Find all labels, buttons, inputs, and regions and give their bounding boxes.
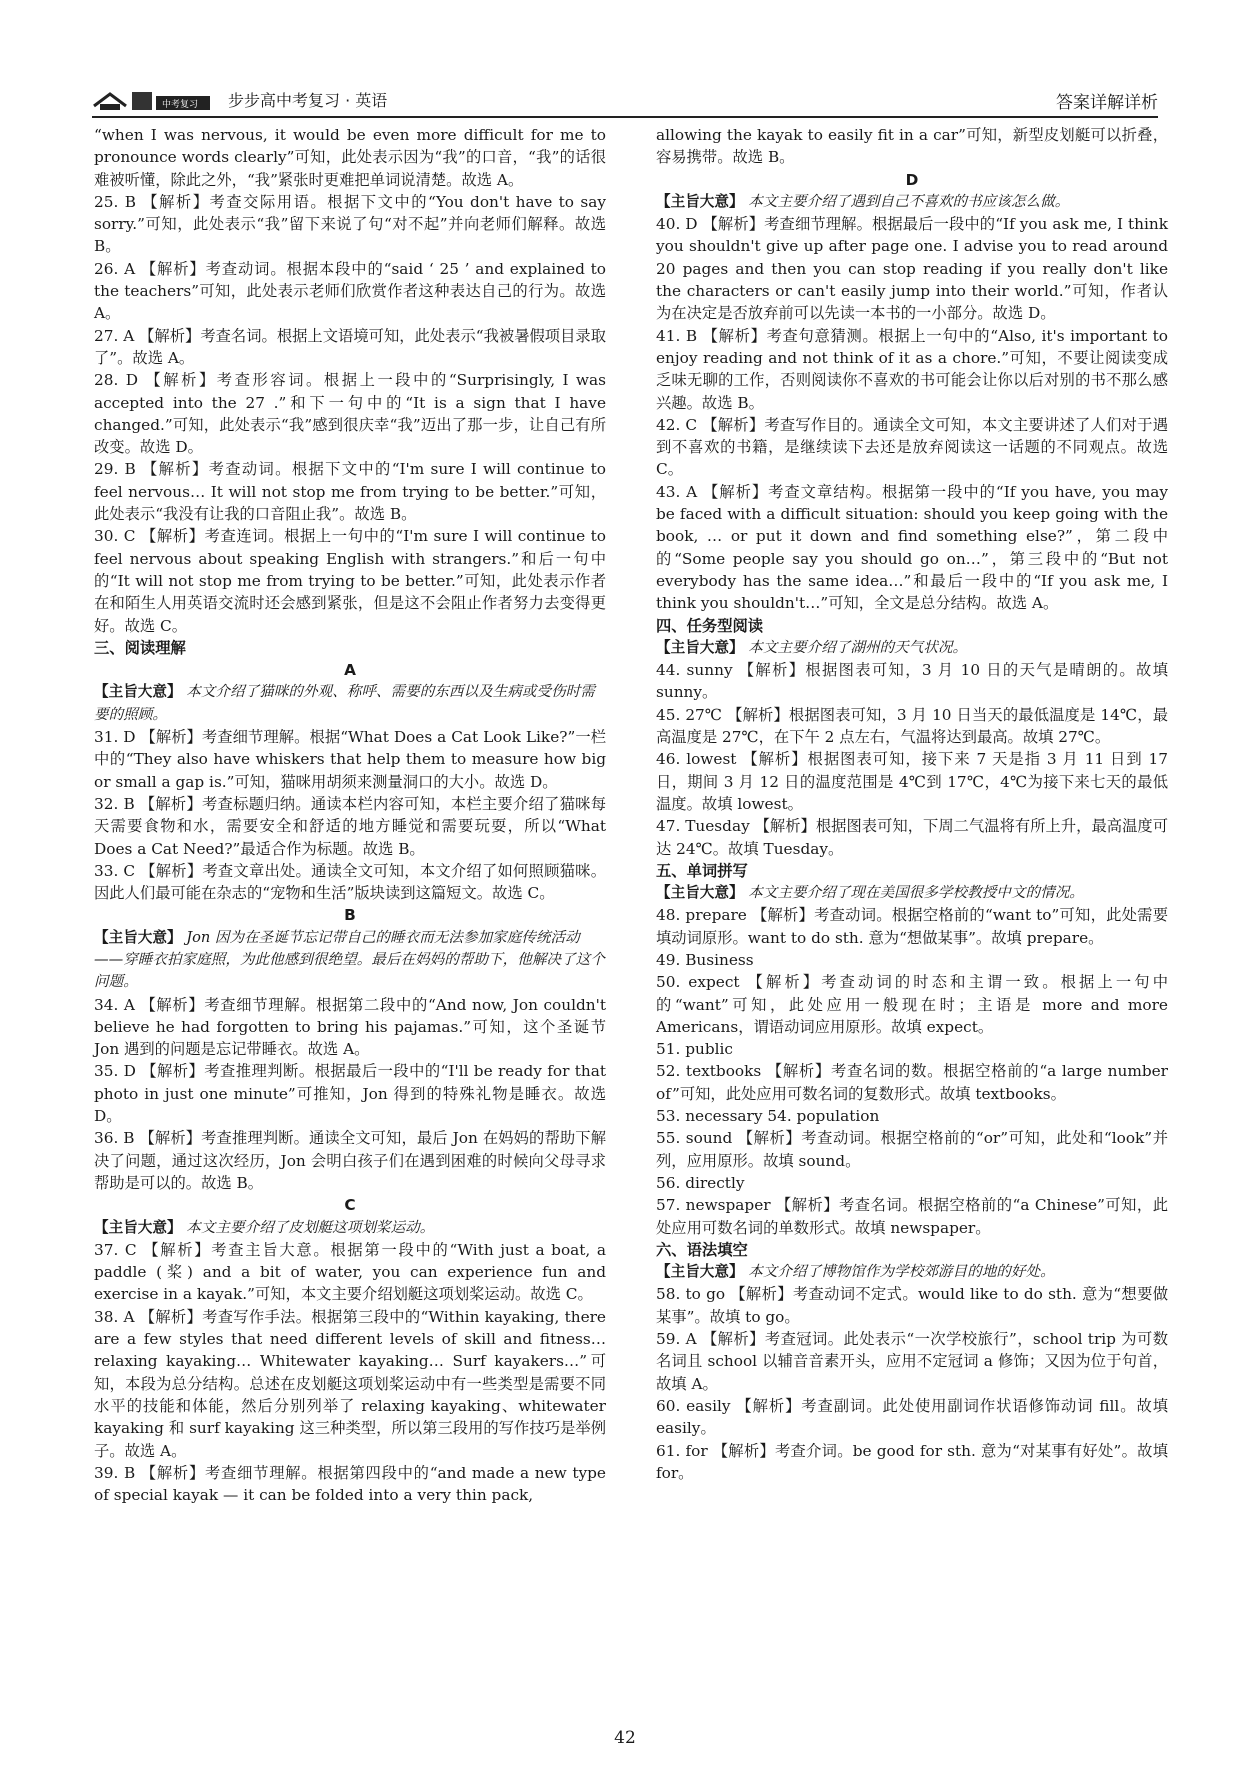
answer-item: 34. A 【解析】考查细节理解。根据第二段中的“And now, Jon couldn't believe he had forgotten to bring his pajamas.”可知，这个圣诞节 Jon 遇到的问题是忘记带睡衣。故选 A。 bbox=[94, 995, 606, 1059]
answer-item: 27. A 【解析】考查名词。根据上文语境可知，此处表示“我被暑假项目录取了”。故选 A。 bbox=[94, 326, 606, 367]
main-idea-text: 本文主要介绍了湖州的天气状况。 bbox=[743, 638, 968, 656]
logo-text: 中考复习 bbox=[162, 100, 199, 110]
main-idea-paragraph bbox=[656, 191, 1168, 213]
answer-item: 29. B 【解析】考查动词。根据下文中的“I'm sure I will continue to feel nervous… It will not stop me from trying to be better.”可知，此处表示“我没有让我的口音阻止我”。故选 B。 bbox=[94, 460, 606, 524]
passage-letter: D bbox=[905, 170, 919, 189]
main-idea-label: 【主旨大意】 bbox=[94, 1218, 182, 1236]
passage-letter: B bbox=[344, 906, 356, 925]
answer-item: 60. easily 【解析】考查副词。此处使用副词作状语修饰动词 fill。故填 easily。 bbox=[656, 1396, 1168, 1438]
answer-item: 40. D 【解析】考查细节理解。根据最后一段中的“If you ask me, I think you shouldn't give up after page one. I advise you to read around 20 pages and then you can stop reading if you really don't like the characters or can't easily jump into their world.”可知，作者认为在决定是否放弃前可以先读一本书的一小部分。故选 D。 bbox=[656, 215, 1168, 323]
answer-item: 49. Business bbox=[656, 950, 754, 969]
main-idea-label: 【主旨大意】 bbox=[656, 638, 744, 656]
main-idea-label: 【主旨大意】 bbox=[94, 928, 182, 946]
main-idea-paragraph bbox=[656, 882, 1168, 904]
main-idea-text: 本文主要介绍了现在美国很多学校教授中文的情况。 bbox=[743, 884, 1084, 902]
page-number: 42 bbox=[614, 1728, 636, 1748]
section-heading: 五、单词拼写 bbox=[656, 861, 748, 880]
section-heading: 六、语法填空 bbox=[656, 1240, 748, 1259]
answer-item: 47. Tuesday 【解析】根据图表可知，下周二气温将有所上升，最高温度可达 24℃。故填 Tuesday。 bbox=[656, 817, 1168, 858]
main-idea-text: 本文介绍了猫咪的外观、称呼、需要的东西以及生病或受伤时需要的照顾。 bbox=[94, 683, 595, 723]
main-idea-paragraph bbox=[656, 637, 1168, 659]
answer-item: 53. necessary 54. population bbox=[656, 1107, 880, 1126]
answer-item: “when I was nervous, it would be even more difficult for me to pronounce words clearly”可知，此处表示因为“我”的口音，“我”的话很难被听懂，除此之外，“我”紧张时更难把单词说清楚。故选 A。 bbox=[94, 126, 606, 189]
answer-item: 26. A 【解析】考查动词。根据本段中的“said ‘ 25 ’ and explained to the teachers”可知，此处表示老师们欣赏作者这种表达自己的行为。故选 A。 bbox=[94, 259, 606, 323]
answer-item: 57. newspaper 【解析】考查名词。根据空格前的“a Chinese”可知，此处应用可数名词的单数形式。故填 newspaper。 bbox=[656, 1196, 1168, 1237]
passage-letter: A bbox=[344, 661, 356, 680]
answer-item: 55. sound 【解析】考查动词。根据空格前的“or”可知，此处和“look”并列，应用原形。故填 sound。 bbox=[656, 1129, 1168, 1170]
answer-item: 38. A 【解析】考查写作手法。根据第三段中的“Within kayaking, there are a few styles that need different levels of skill and fitness… relaxing kayaking… Whitewater kayaking… Surf kayakers…”可知，本段为总分结构。总述在皮划艇这项划桨运动中有一些类型是需要不同水平的技能和体能，然后分别列举了 relaxing kayaking、whitewater kayaking 和 surf kayaking 这三种类型，所以第三段用的写作技巧是举例子。故选 A。 bbox=[94, 1307, 606, 1460]
answer-item: 50. expect 【解析】考查动词的时态和主谓一致。根据上一句中的“want”可知，此处应用一般现在时；主语是 more and more Americans，谓语动词应用原形。故填 expect。 bbox=[656, 973, 1168, 1036]
answer-item: 46. lowest 【解析】根据图表可知，接下来 7 天是指 3 月 11 日到 17 日，期间 3 月 12 日的温度范围是 4℃到 17℃，4℃为接下来七天的最低温度。故填 lowest。 bbox=[656, 750, 1168, 813]
answer-item: 45. 27℃ 【解析】根据图表可知，3 月 10 日当天的最低温度是 14℃，最高温度是 27℃，在下午 2 点左右，气温将达到最高。故填 27℃。 bbox=[656, 705, 1168, 747]
main-idea-label: 【主旨大意】 bbox=[656, 1263, 744, 1281]
answer-item: 41. B 【解析】考查句意猜测。根据上一句中的“Also, it's important to enjoy reading and not think of it as a chore.”可知，不要让阅读变成乏味无聊的工作，否则阅读你不喜欢的书可能会让你以后对别的书不那么感兴趣。故选 B。 bbox=[656, 326, 1168, 412]
left-column bbox=[94, 124, 606, 1506]
answer-item: allowing the kayak to easily fit in a car”可知，新型皮划艇可以折叠，容易携带。故选 B。 bbox=[656, 126, 1168, 167]
passage-letter: C bbox=[344, 1196, 356, 1215]
main-idea-paragraph bbox=[94, 927, 606, 994]
right-column bbox=[656, 124, 1168, 1484]
main-idea-text: Jon 因为在圣诞节忘记带自己的睡衣而无法参加家庭传统活动——穿睡衣拍家庭照，为此他感到很绝望。最后在妈妈的帮助下，他解决了这个问题。 bbox=[94, 928, 605, 991]
section-title: 答案详解详析 bbox=[1056, 93, 1158, 113]
main-idea-paragraph bbox=[94, 1217, 606, 1239]
answer-item: 59. A 【解析】考查冠词。此处表示“一次学校旅行”，school trip 为可数名词且 school 以辅音音素开头，应用不定冠词 a 修饰；又因为位于句首，故填 A。 bbox=[656, 1330, 1168, 1393]
section-heading: 四、任务型阅读 bbox=[656, 616, 764, 635]
answer-item: 51. public bbox=[656, 1040, 733, 1059]
answer-item: 61. for 【解析】考查介词。be good for sth. 意为“对某事有好处”。故填 for。 bbox=[656, 1441, 1168, 1482]
answer-item: 44. sunny 【解析】根据图表可知，3 月 10 日的天气是晴朗的。故填 sunny。 bbox=[656, 661, 1168, 702]
answer-item: 43. A 【解析】考查文章结构。根据第一段中的“If you have, you may be faced with a difficult situation: should you keep going with the book, … or put it down and find something else?”，第二段中的“Some people say you should go on…”，第三段中的“But not everybody has the same idea…”和最后一段中的“If you ask me, I think you shouldn't…”可知，全文是总分结构。故选 A。 bbox=[656, 482, 1168, 613]
answer-item: 32. B 【解析】考查标题归纳。通读本栏内容可知，本栏主要介绍了猫咪每天需要食物和水，需要安全和舒适的地方睡觉和需要玩耍，所以“What Does a Cat Need?”最适合作为标题。故选 B。 bbox=[94, 794, 606, 858]
main-idea-text: 本文主要介绍了皮划艇这项划桨运动。 bbox=[181, 1218, 435, 1236]
answer-item: 36. B 【解析】考查推理判断。通读全文可知，最后 Jon 在妈妈的帮助下解决了问题，通过这次经历，Jon 会明白孩子们在遇到困难的时候向父母寻求帮助是可以的。故选 B。 bbox=[94, 1129, 606, 1192]
answer-item: 30. C 【解析】考查连词。根据上一句中的“I'm sure I will continue to feel nervous about speaking English with strangers.”和后一句中的“It will not stop me from trying to be better.”可知，此处表示作者在和陌生人用英语交流时还会感到紧张，但是这不会阻止作者努力去变得更好。故选 C。 bbox=[94, 527, 606, 635]
answer-item: 31. D 【解析】考查细节理解。根据“What Does a Cat Look Like?”一栏中的“They also have whiskers that help them to measure how big or small a gap is.”可知，猫咪用胡须来测量洞口的大小。故选 D。 bbox=[94, 728, 606, 791]
publisher-logo-icon bbox=[92, 86, 212, 112]
answer-item: 25. B 【解析】考查交际用语。根据下文中的“You don't have to say sorry.”可知，此处表示“我”留下来说了句“对不起”并向老师们解释。故选 B。 bbox=[94, 192, 606, 256]
answer-item: 28. D 【解析】考查形容词。根据上一段中的“Surprisingly, I was accepted into the 27 .”和下一句中的“It is a sign that I have changed.”可知，此处表示“我”感到很庆幸“我”迈出了那一步，让自己有所改变。故选 D。 bbox=[94, 371, 606, 457]
answer-item: 42. C 【解析】考查写作目的。通读全文可知，本文主要讲述了人们对于遇到不喜欢的书籍，是继续读下去还是放弃阅读这一话题的不同观点。故选 C。 bbox=[656, 415, 1168, 479]
section-heading: 三、阅读理解 bbox=[94, 638, 186, 657]
main-idea-paragraph bbox=[94, 681, 606, 726]
answer-item: 52. textbooks 【解析】考查名词的数。根据空格前的“a large number of”可知，此处应用可数名词的复数形式。故填 textbooks。 bbox=[656, 1062, 1168, 1103]
book-series-title: 步步高中考复习 · 英语 bbox=[228, 91, 388, 110]
page-header bbox=[92, 86, 1158, 118]
main-idea-paragraph bbox=[656, 1261, 1168, 1283]
answer-item: 56. directly bbox=[656, 1173, 745, 1192]
main-idea-label: 【主旨大意】 bbox=[656, 884, 744, 902]
answer-item: 35. D 【解析】考查推理判断。根据最后一段中的“I'll be ready for that photo in just one minute”可推知，Jon 得到的特殊礼物是睡衣。故选 D。 bbox=[94, 1062, 606, 1126]
main-idea-label: 【主旨大意】 bbox=[94, 683, 182, 701]
main-idea-label: 【主旨大意】 bbox=[656, 192, 744, 210]
answer-item: 37. C 【解析】考查主旨大意。根据第一段中的“With just a boat, a paddle (桨) and a bit of water, you can experience fun and exercise in a kayak.”可知，本文主要介绍划艇这项划桨运动。故选 C。 bbox=[94, 1240, 606, 1304]
main-idea-text: 本文主要介绍了遇到自己不喜欢的书应该怎么做。 bbox=[743, 192, 1070, 210]
answer-item: 39. B 【解析】考查细节理解。根据第四段中的“and made a new type of special kayak — it can be folded into a very thin pack, bbox=[94, 1463, 606, 1505]
answer-item: 48. prepare 【解析】考查动词。根据空格前的“want to”可知，此处需要填动词原形。want to do sth. 意为“想做某事”。故填 prepare。 bbox=[656, 906, 1168, 947]
answer-item: 58. to go 【解析】考查动词不定式。would like to do sth. 意为“想要做某事”。故填 to go。 bbox=[656, 1285, 1168, 1326]
answer-item: 33. C 【解析】考查文章出处。通读全文可知，本文介绍了如何照顾猫咪。因此人们最可能在杂志的“宠物和生活”版块读到这篇短文。故选 C。 bbox=[94, 861, 606, 903]
main-idea-text: 本文介绍了博物馆作为学校郊游目的地的好处。 bbox=[743, 1263, 1055, 1281]
